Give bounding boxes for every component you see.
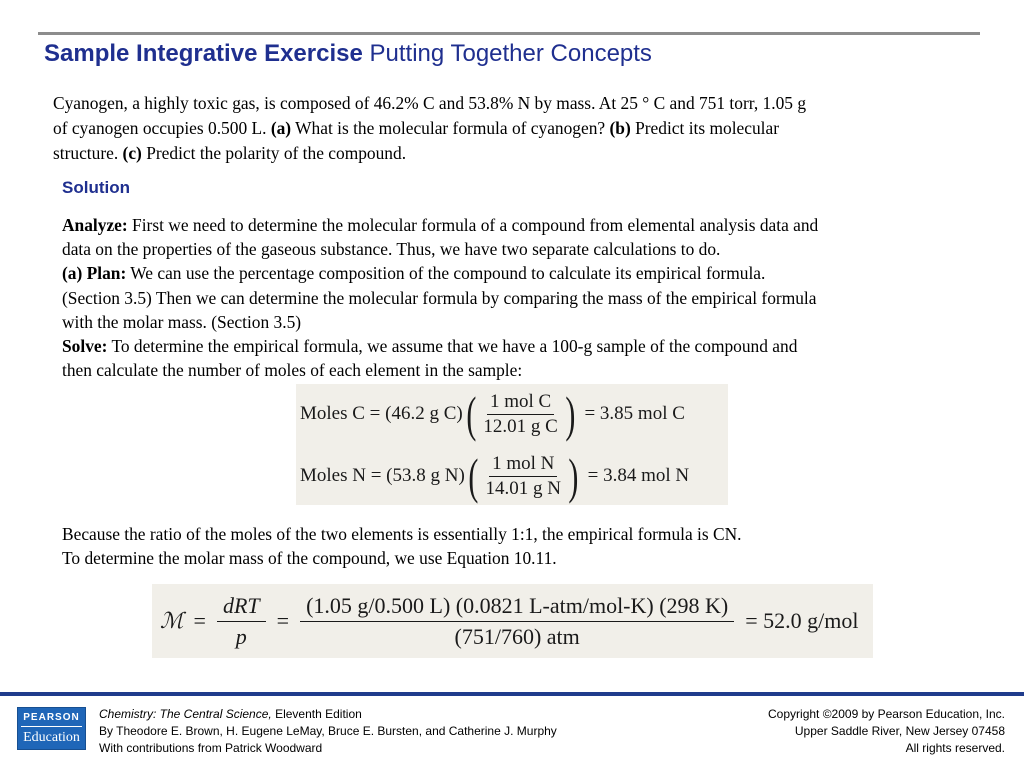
moles-n-lhs: Moles N = (53.8 g N) <box>300 465 465 486</box>
solve-text: To determine the empirical formula, we assume that we have a 100-g sample of the compound and <box>107 336 798 357</box>
problem-text: structure. <box>53 143 123 163</box>
moles-c-denominator: 12.01 g C <box>483 415 558 437</box>
problem-text: of cyanogen occupies 0.500 L. <box>53 118 271 138</box>
title-bold: Sample Integrative Exercise <box>44 40 363 67</box>
solve-label: Solve: <box>62 336 108 357</box>
analyze-line-1 <box>62 213 962 237</box>
footer-book-info <box>99 706 557 757</box>
moles-n-result: = 3.84 mol N <box>587 465 690 486</box>
slide-title <box>44 40 652 68</box>
address-line: Upper Saddle River, New Jersey 07458 <box>794 724 1005 738</box>
drt-fraction <box>217 593 266 650</box>
footer-copyright <box>768 706 1005 757</box>
moles-equation-box <box>296 384 728 505</box>
plan-line-3: with the molar mass. (Section 3.5) <box>62 311 302 332</box>
plan-text: We can use the percentage composition of the compound to calculate its empirical formula. <box>126 263 766 284</box>
logo-bottom-text: Education <box>23 730 80 745</box>
moles-c-numerator: 1 mol C <box>487 391 554 415</box>
moles-c-lhs: Moles C = (46.2 g C) <box>300 403 463 424</box>
right-paren: ) <box>565 386 576 442</box>
moles-n-fraction <box>482 453 563 500</box>
equals-sign: = <box>276 608 290 633</box>
footer-title-line <box>99 706 557 723</box>
footer-authors: By Theodore E. Brown, H. Eugene LeMay, Bruce E. Bursten, and Catherine J. Murphy <box>99 724 557 738</box>
equals-sign: = <box>193 608 206 633</box>
drt-denominator: p <box>235 623 247 649</box>
values-fraction <box>300 593 734 650</box>
molar-mass-equation-box <box>152 584 873 658</box>
rights-line: All rights reserved. <box>905 741 1005 755</box>
conclusion-block <box>62 522 962 570</box>
problem-text: What is the molecular formula of cyanogen? <box>291 118 610 138</box>
molar-mass-result: = 52.0 g/mol <box>745 608 859 633</box>
analyze-text: First we need to determine the molecular formula of a compound from elemental analysis data and <box>127 215 819 235</box>
drt-numerator: dRT <box>217 593 266 622</box>
values-numerator: (1.05 g/0.500 L) (0.0821 L-atm/mol-K) (298 K) <box>300 593 734 622</box>
values-denominator: (751/760) atm <box>454 623 580 649</box>
moles-n-denominator: 14.01 g N <box>485 477 561 499</box>
part-a-label: (a) <box>270 118 292 138</box>
problem-line-3 <box>53 141 953 166</box>
molar-mass-equation <box>160 590 859 652</box>
analyze-label: Analyze: <box>62 215 128 235</box>
problem-line-1: Cyanogen, a highly toxic gas, is composed of 46.2% C and 53.8% N by mass. At 25 ° C and 751 torr, 1.05 g <box>53 93 807 113</box>
plan-line-2: (Section 3.5) Then we can determine the molecular formula by comparing the mass of the empirical formula <box>62 287 817 308</box>
analyze-line-2: data on the properties of the gaseous substance. Thus, we have two separate calculations to do. <box>62 239 721 260</box>
left-paren: ( <box>468 448 479 504</box>
problem-line-2 <box>53 116 953 141</box>
title-rest: Putting Together Concepts <box>369 40 652 67</box>
solve-line-2: then calculate the number of moles of each element in the sample: <box>62 360 523 381</box>
footer-rule <box>0 692 1024 696</box>
moles-n-equation <box>300 448 689 504</box>
book-edition: Eleventh Edition <box>271 707 362 721</box>
solve-line-1 <box>62 334 962 358</box>
moles-c-equation <box>300 386 685 442</box>
analysis-block <box>62 213 962 382</box>
moles-c-result: = 3.85 mol C <box>584 403 685 424</box>
right-paren: ) <box>568 448 579 504</box>
book-title: Chemistry: The Central Science, <box>99 707 272 721</box>
problem-text: Predict the polarity of the compound. <box>141 143 407 163</box>
plan-label: (a) Plan: <box>62 263 127 284</box>
left-paren: ( <box>466 386 477 442</box>
plan-line-1 <box>62 261 962 285</box>
logo-divider <box>21 726 82 727</box>
footer-contributions: With contributions from Patrick Woodward <box>99 741 323 755</box>
conclusion-line-1: Because the ratio of the moles of the two elements is essentially 1:1, the empirical formula is CN. <box>62 524 742 544</box>
logo-top-text: PEARSON <box>23 712 80 723</box>
conclusion-line-2: To determine the molar mass of the compound, we use Equation 10.11. <box>62 548 557 569</box>
problem-statement <box>53 91 953 166</box>
molar-mass-symbol: ℳ <box>160 608 184 634</box>
moles-c-fraction <box>480 391 560 438</box>
top-rule <box>38 32 980 35</box>
solution-heading: Solution <box>62 178 130 197</box>
part-b-label: (b) <box>609 118 631 138</box>
part-c-label: (c) <box>122 143 142 163</box>
pearson-logo <box>17 707 86 750</box>
copyright-line: Copyright ©2009 by Pearson Education, Inc. <box>768 707 1005 721</box>
problem-text: Predict its molecular <box>630 118 780 138</box>
moles-n-numerator: 1 mol N <box>489 453 557 477</box>
